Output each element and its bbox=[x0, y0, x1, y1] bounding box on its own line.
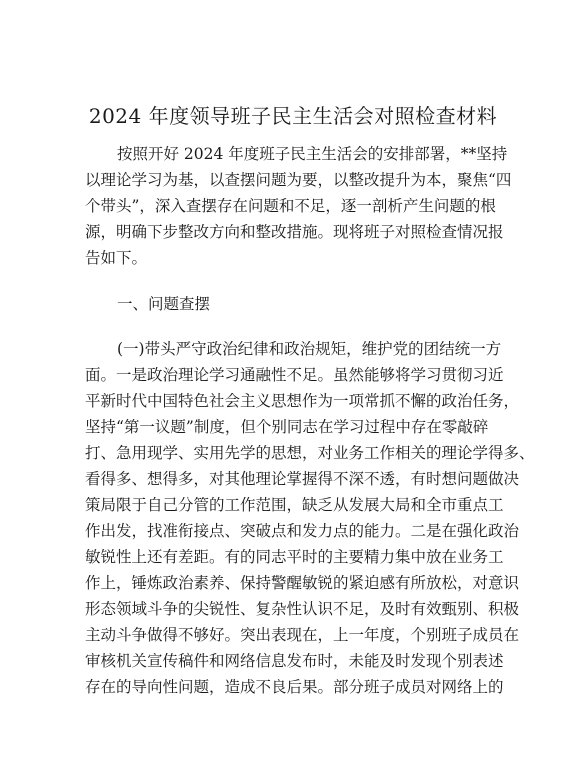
paragraph-line: (一)带头严守政治纪律和政治规矩，维护党的团结统一方 bbox=[117, 340, 502, 358]
section-heading: 一、问题查摆 bbox=[117, 295, 211, 313]
paragraph-line: 按照开好 2024 年度班子民主生活会的安排部署，**坚持 bbox=[117, 145, 508, 163]
paragraph-line: 打、急用现学、实用先学的思想，对业务工作相关的理论学得多、 bbox=[85, 444, 535, 462]
paragraph-line: 面。一是政治理论学习通融性不足。虽然能够将学习贯彻习近 bbox=[85, 366, 504, 384]
paragraph-line: 看得多、想得多，对其他理论掌握得不深不透，有时想问题做决 bbox=[85, 470, 520, 488]
paragraph-line: 坚持“第一议题”制度，但个别同志在学习过程中存在零敲碎 bbox=[85, 418, 489, 436]
paragraph-line: 告如下。 bbox=[85, 249, 148, 267]
paragraph-line: 主动斗争做得不够好。突出表现在，上一年度，个别班子成员在 bbox=[85, 626, 520, 644]
paragraph-line: 源，明确下步整改方向和整改措施。现将班子对照检查情况报 bbox=[85, 223, 504, 241]
paragraph-line: 个带头”，深入查摆存在问题和不足，逐一剖析产生问题的根 bbox=[85, 197, 496, 215]
document-body bbox=[85, 141, 535, 700]
paragraph-line: 作出发，找准衔接点、突破点和发力点的能力。二是在强化政治 bbox=[85, 522, 520, 540]
paragraph-line: 敏锐性上还有差距。有的同志平时的主要精力集中放在业务工 bbox=[85, 548, 504, 566]
paragraph-line: 以理论学习为基，以查摆问题为要，以整改提升为本，聚焦“四 bbox=[85, 171, 512, 189]
paragraph-line: 存在的导向性问题，造成不良后果。部分班子成员对网络上的 bbox=[85, 678, 504, 696]
paragraph-line: 策局限于自己分管的工作范围，缺乏从发展大局和全市重点工 bbox=[85, 496, 504, 514]
paragraph-line: 作上，锤炼政治素养、保持警醒敏锐的紧迫感有所放松，对意识 bbox=[85, 574, 520, 592]
paragraph-line: 平新时代中国特色社会主义思想作为一项常抓不懈的政治任务， bbox=[85, 392, 520, 410]
document-title: 2024 年度领导班子民主生活会对照检查材料 bbox=[88, 104, 498, 128]
paragraph-line: 形态领域斗争的尖锐性、复杂性认识不足，及时有效甄别、积极 bbox=[85, 600, 520, 618]
paragraph-line: 审核机关宣传稿件和网络信息发布时，未能及时发现个别表述 bbox=[85, 652, 504, 670]
